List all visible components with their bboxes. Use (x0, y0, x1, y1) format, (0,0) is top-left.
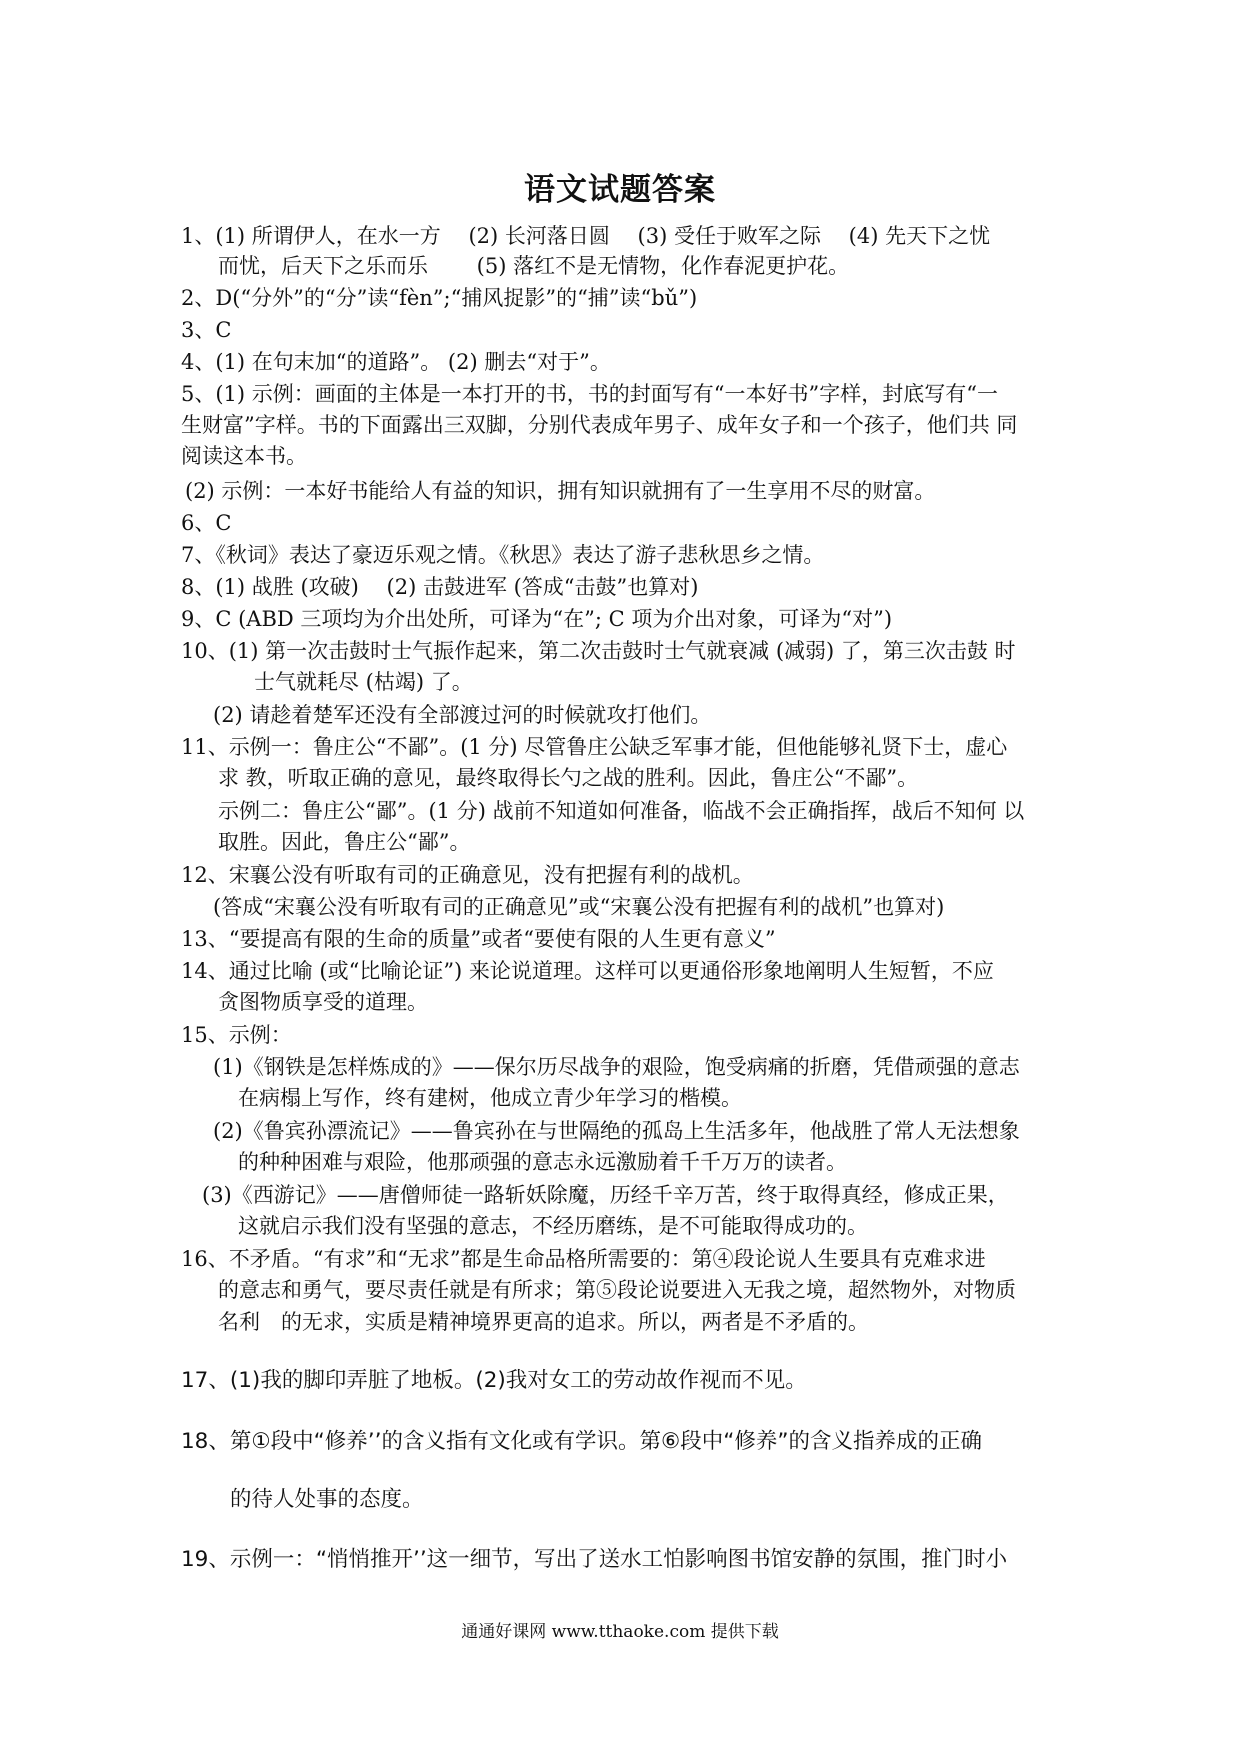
answer-line: 2、D(“分外”的“分”读“fèn”;“捕风捉影”的“捕”读“bǔ”) (181, 286, 698, 310)
answer-line: (2)《鲁宾孙漂流记》——鲁宾孙在与世隔绝的孤岛上生活多年，他战胜了常人无法想象 (213, 1119, 1020, 1143)
page-title: 语文试题答案 (524, 172, 716, 208)
answer-line: 而忧，后天下之乐而乐 (5) 落红不是无情物，化作春泥更护花。 (218, 254, 850, 278)
answer-line: 名利 的无求，实质是精神境界更高的追求。所以，两者是不矛盾的。 (218, 1310, 869, 1334)
answer-line: (答成“宋襄公没有听取有司的正确意见”或“宋襄公没有把握有利的战机”也算对) (213, 895, 945, 919)
answer-line: 阅读这本书。 (181, 444, 307, 468)
answer-line: 13、“要提高有限的生命的质量”或者“要使有限的人生更有意义” (181, 927, 776, 951)
answer-line: 生财富”字样。书的下面露出三双脚，分别代表成年男子、成年女子和一个孩子，他们共 同 (181, 413, 1018, 437)
answer-line: 示例二：鲁庄公“鄙”。(1 分) 战前不知道如何准备，临战不会正确指挥，战后不知何 以 (218, 799, 1025, 823)
answer-line: 士气就耗尽 (枯竭) 了。 (254, 670, 473, 694)
answer-line: 的意志和勇气，要尽责任就是有所求；第⑤段论说要进入无我之境，超然物外，对物质 (218, 1278, 1016, 1302)
answer-line: (2) 请趁着楚军还没有全部渡过河的时候就攻打他们。 (213, 703, 712, 727)
answer-line: 的待人处事的态度。 (230, 1487, 424, 1512)
answer-line: 取胜。因此，鲁庄公“鄙”。 (218, 830, 471, 854)
answer-line: 15、示例： (181, 1023, 292, 1047)
answer-line: 14、通过比喻 (或“比喻论证”) 来论说道理。这样可以更通俗形象地阐明人生短暂，不应 (181, 959, 994, 983)
answer-line: 8、(1) 战胜 (攻破) (2) 击鼓进军 (答成“击鼓”也算对) (181, 575, 699, 599)
answer-line: 12、宋襄公没有听取有司的正确意见，没有把握有利的战机。 (181, 863, 754, 887)
answer-line: 19、示例一：“悄悄推开’’这一细节，写出了送水工怕影响图书馆安静的氛围，推门时小 (181, 1547, 1008, 1572)
answer-line: 3、C (181, 318, 232, 342)
answer-line: 10、(1) 第一次击鼓时士气振作起来，第二次击鼓时士气就衰减 (减弱) 了，第三次击鼓 时 (181, 639, 1016, 663)
answer-line: 16、不矛盾。“有求”和“无求”都是生命品格所需要的：第④段论说人生要具有克难求进 (181, 1247, 986, 1271)
answer-line: 9、C (ABD 三项均为介出处所，可译为“在”; C 项为介出对象，可译为“对”) (181, 607, 893, 631)
answer-line: 贪图物质享受的道理。 (218, 990, 428, 1014)
answer-line: 1、(1) 所谓伊人，在水一方 (2) 长河落日圆 (3) 受任于败军之际 (4) 先天下之忧 (181, 224, 991, 248)
answer-line: 4、(1) 在句末加“的道路”。 (2) 删去“对于”。 (181, 350, 611, 374)
footer-download-note: 通通好课网 www.tthaoke.com 提供下载 (461, 1622, 779, 1642)
answer-line: 在病榻上写作，终有建树，他成立青少年学习的楷模。 (238, 1086, 742, 1110)
answer-line: 5、(1) 示例：画面的主体是一本打开的书，书的封面写有“一本好书”字样，封底写有“一 (181, 382, 998, 406)
answer-line: 11、示例一：鲁庄公“不鄙”。(1 分) 尽管鲁庄公缺乏军事才能，但他能够礼贤下士，虚心 (181, 735, 1008, 759)
answer-line: 18、第①段中“修养’’的含义指有文化或有学识。第⑥段中“修养”的含义指养成的正确 (181, 1429, 982, 1454)
answer-line: (3)《西游记》——唐僧师徒一路斩妖除魔，历经千辛万苦，终于取得真经，修成正果， (202, 1183, 1009, 1207)
answer-line: 6、C (181, 511, 232, 535)
answer-line: (1)《钢铁是怎样炼成的》——保尔历尽战争的艰险，饱受病痛的折磨，凭借顽强的意志 (213, 1055, 1020, 1079)
answer-line: 17、(1)我的脚印弄脏了地板。(2)我对女工的劳动故作视而不见。 (181, 1368, 807, 1393)
answer-line: 求 教，听取正确的意见，最终取得长勺之战的胜利。因此，鲁庄公“不鄙”。 (218, 766, 919, 790)
answer-line: 7、《秋词》表达了豪迈乐观之情。《秋思》表达了游子悲秋思乡之情。 (181, 543, 825, 567)
answer-line: 的种种困难与艰险，他那顽强的意志永远激励着千千万万的读者。 (238, 1150, 847, 1174)
answer-line: 这就启示我们没有坚强的意志，不经历磨练，是不可能取得成功的。 (238, 1214, 868, 1238)
answer-line: (2) 示例：一本好书能给人有益的知识，拥有知识就拥有了一生享用不尽的财富。 (185, 479, 936, 503)
